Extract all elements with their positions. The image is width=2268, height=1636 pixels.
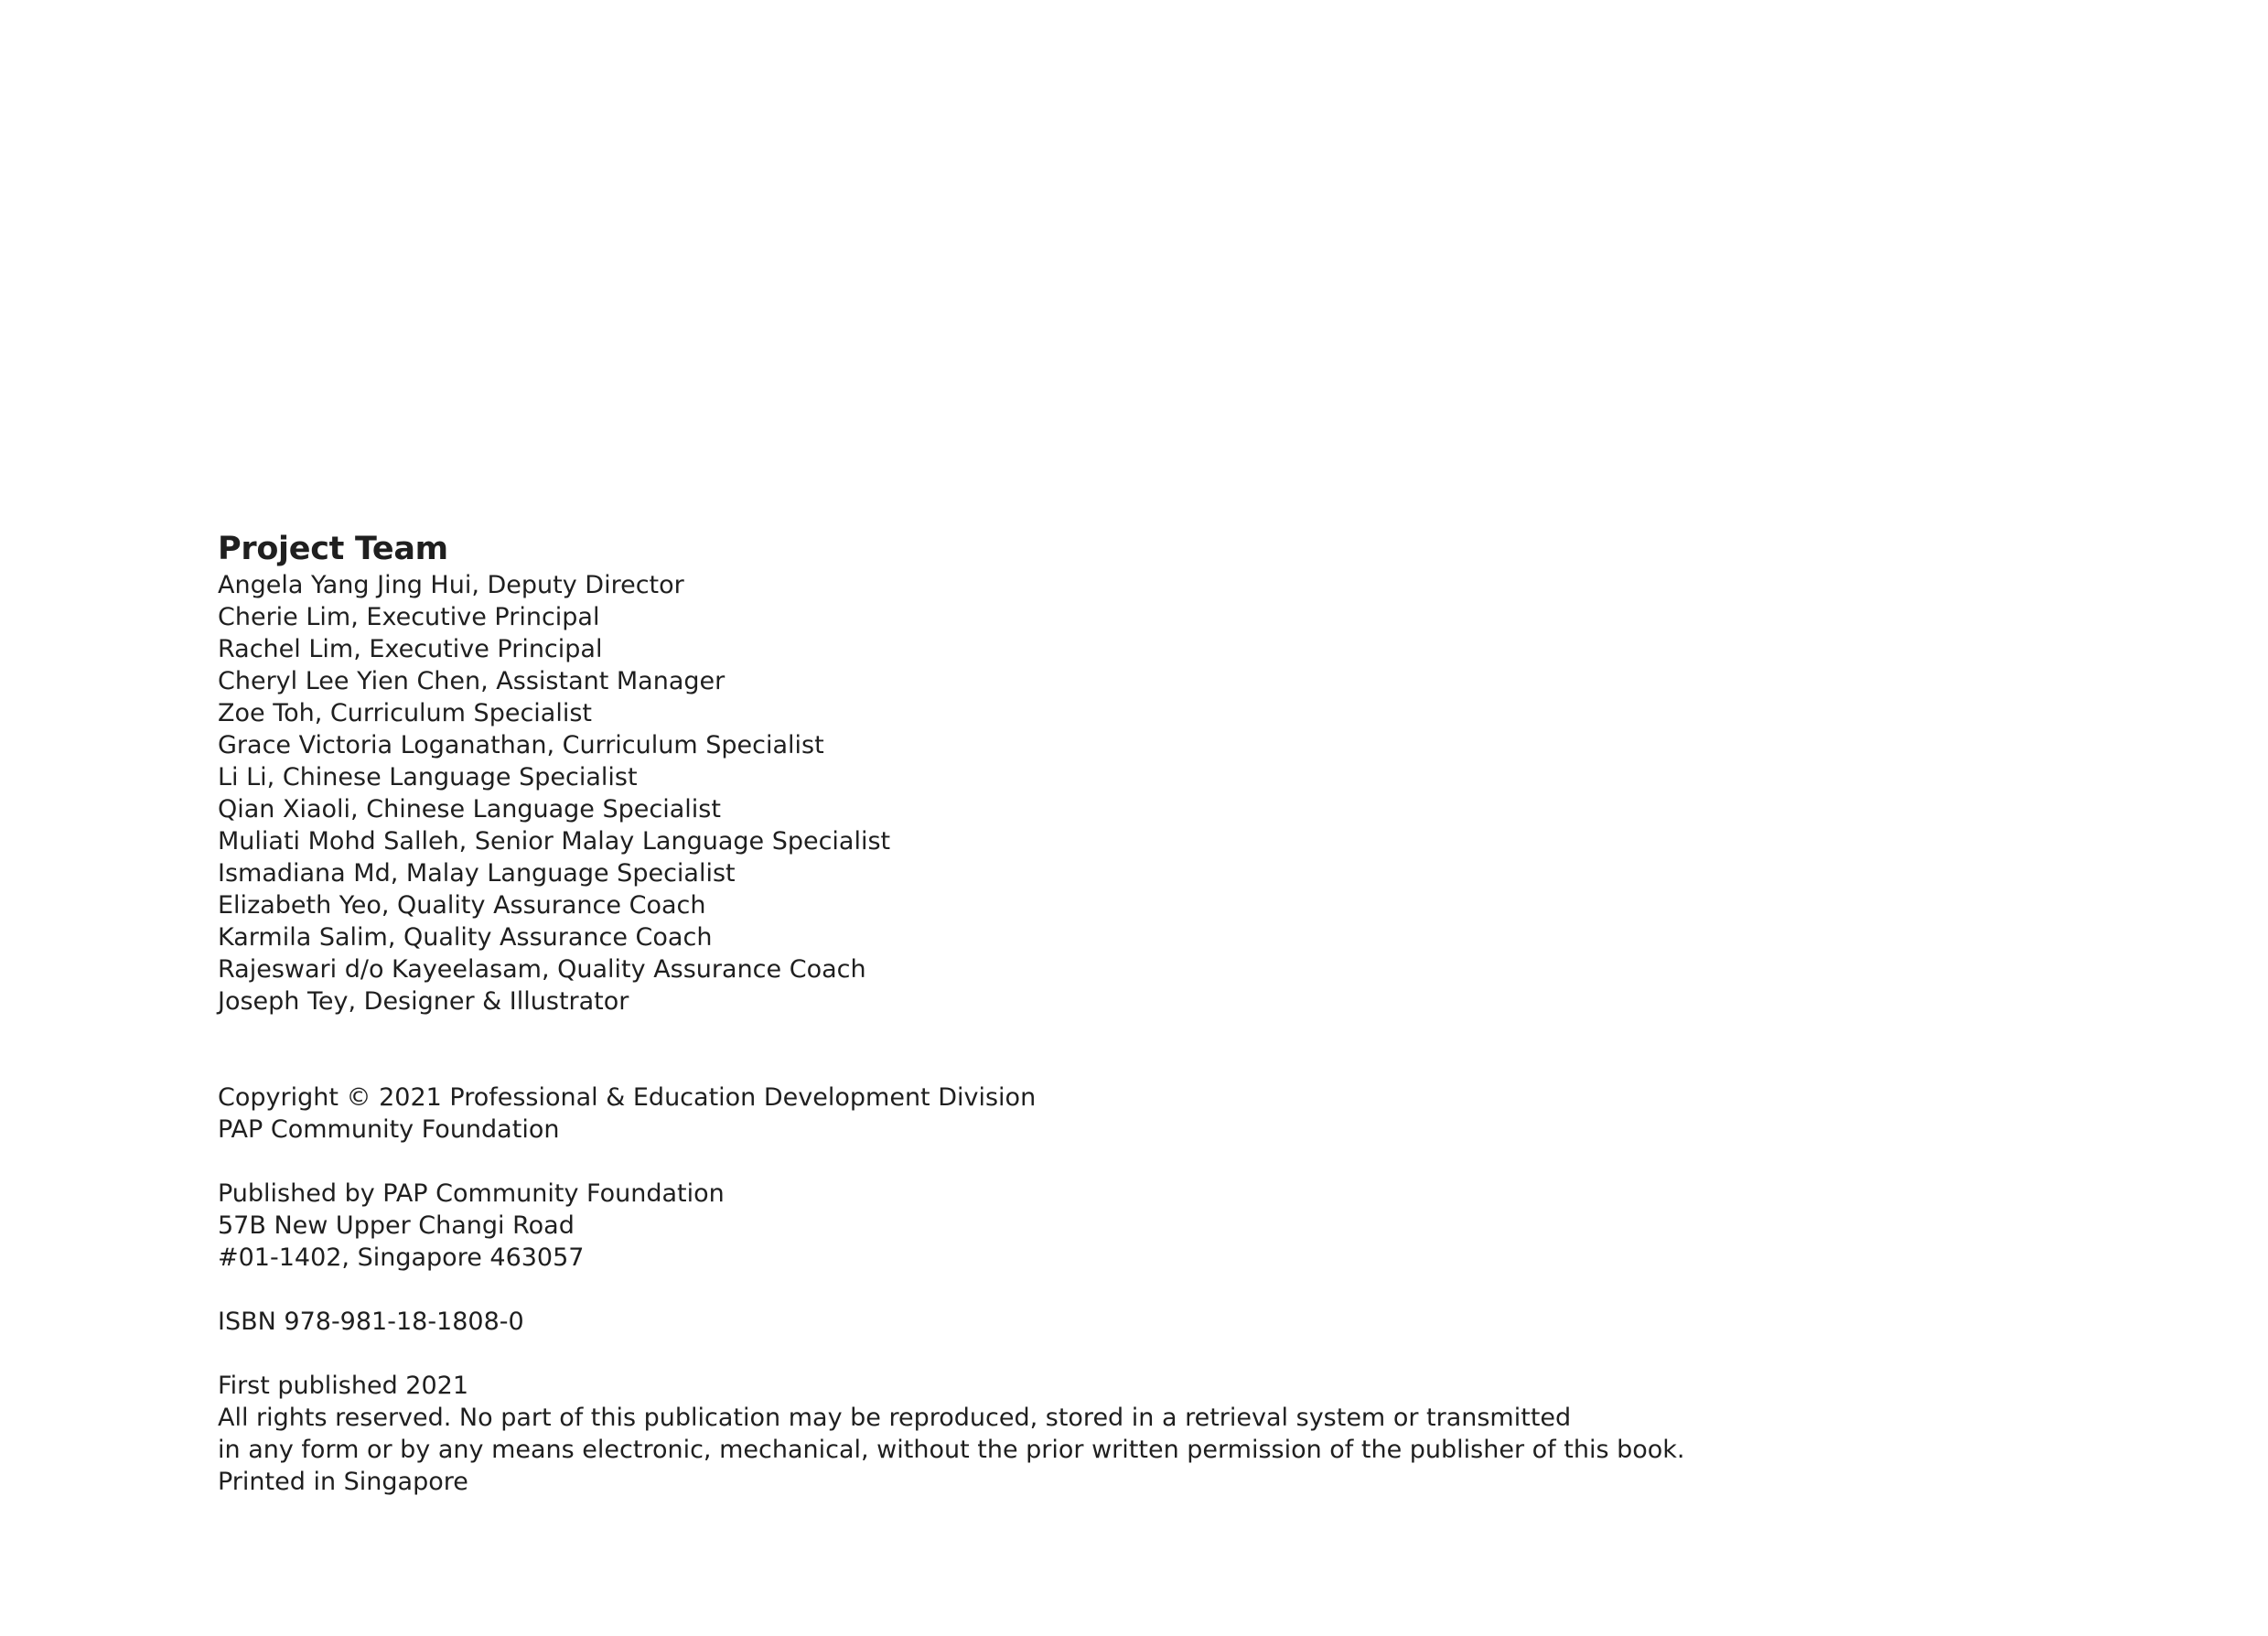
- publisher-address-unit: #01-1402, Singapore 463057: [218, 1243, 585, 1272]
- printed-in: Printed in Singapore: [218, 1468, 468, 1496]
- copyright-owner: PAP Community Foundation: [218, 1115, 560, 1144]
- team-member: Li Li, Chinese Language Specialist: [218, 763, 638, 791]
- imprint-content: [218, 529, 1910, 1498]
- team-member: Muliati Mohd Salleh, Senior Malay Language Specialist: [218, 827, 891, 856]
- team-member: Cherie Lim, Executive Principal: [218, 603, 600, 631]
- team-member: Cheryl Lee Yien Chen, Assistant Manager: [218, 667, 726, 695]
- rights-statement-line-2: in any form or by any means electronic, mechanical, without the prior written permission of the publisher of this book.: [218, 1436, 1685, 1464]
- first-published: First published 2021: [218, 1372, 469, 1400]
- team-member: Rachel Lim, Executive Principal: [218, 635, 603, 663]
- team-member: Elizabeth Yeo, Quality Assurance Coach: [218, 891, 706, 920]
- team-member: Joseph Tey, Designer & Illustrator: [218, 987, 629, 1016]
- team-member: Rajeswari d/o Kayeelasam, Quality Assurance Coach: [218, 955, 866, 984]
- rights-block: [218, 1370, 1910, 1498]
- publisher-block: [218, 1178, 1910, 1274]
- team-member: Grace Victoria Loganathan, Curriculum Specialist: [218, 731, 824, 759]
- team-member: Zoe Toh, Curriculum Specialist: [218, 699, 592, 727]
- copyright-block: [218, 1082, 1910, 1146]
- project-team-heading: Project Team: [218, 531, 448, 567]
- copyright-line: Copyright © 2021 Professional & Education Development Division: [218, 1083, 1037, 1112]
- team-member: Angela Yang Jing Hui, Deputy Director: [218, 571, 684, 599]
- isbn: ISBN 978-981-18-1808-0: [218, 1308, 524, 1336]
- rights-statement-line-1: All rights reserved. No part of this publication may be reproduced, stored in a retrieval system or transmitted: [218, 1404, 1572, 1432]
- project-team-list: [218, 569, 1910, 1017]
- team-member: Qian Xiaoli, Chinese Language Specialist: [218, 795, 721, 823]
- team-member: Karmila Salim, Quality Assurance Coach: [218, 923, 713, 952]
- publisher-address-street: 57B New Upper Changi Road: [218, 1211, 575, 1240]
- publisher-name: Published by PAP Community Foundation: [218, 1179, 725, 1208]
- team-member: Ismadiana Md, Malay Language Specialist: [218, 859, 736, 888]
